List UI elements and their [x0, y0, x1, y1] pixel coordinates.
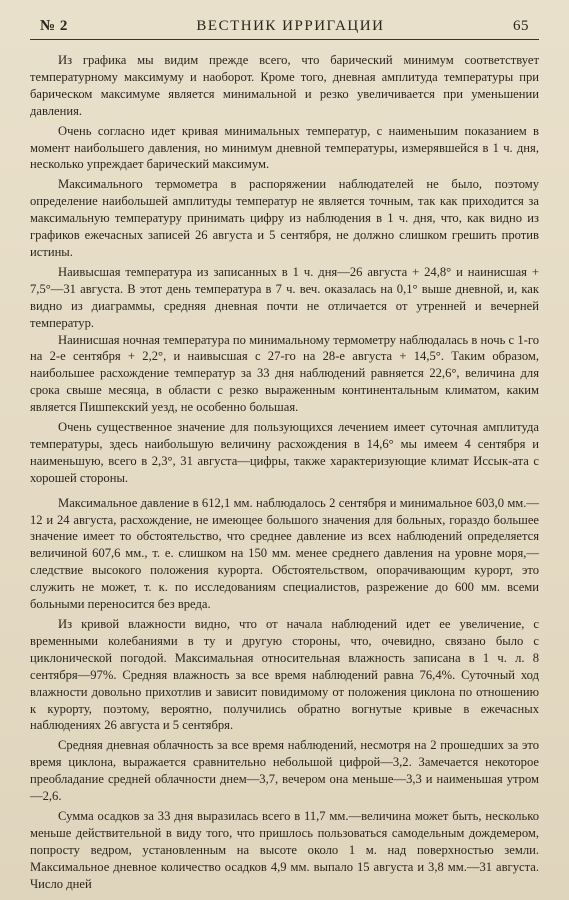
- paragraph: Очень существенное значение для пользующихся лечением имеет суточная амплитуда температуры, здесь наибольшую величину расхождения в 14,6° мы имеем 4 сентября и наименьшую, всего в 2,3°, 31 августа—цифры, также характеризующие климат Иссык-ата с хорошей стороны.: [30, 420, 539, 485]
- running-header: [30, 18, 539, 40]
- paragraph: Очень согласно идет кривая минимальных температур, с наименьшим показанием в момент наибольшего давления, но минимум дневной температуры, измерявшейся в 1 ч. дня, несколько упреждает барический максимум.: [30, 123, 539, 172]
- issue-number: № 2: [40, 18, 68, 34]
- paragraph: Максимальное давление в 612,1 мм. наблюдалось 2 сентября и минимальное 603,0 мм.—12 и 24 августа, расхождение, не имеющее большого значения для больных, гораздо большее значение имеет то обстоятельство, что среднее давление из всех наблюдений определяется величиной 607,6 мм., т. е. слишком на 150 мм. менее среднего давления на уровне моря,—следствие высокого положения курорта. Обстоятельством, опорачивающим курорт, это служить не может, т. к. по исследованиям специалистов, разрежение до 600 мм. всеми больными переносится без вреда.: [30, 495, 539, 612]
- paragraph: Из кривой влажности видно, что от начала наблюдений идет ее увеличение, с временными колебаниями в ту и другую стороны, что, очевидно, связано было с циклонической погодой. Максимальная относительная влажность записана в 1 ч. л. 8 сентября—97%. Средняя влажность за все время наблюдений равна 76,4%. Суточный ход влажности довольно прихотлив и зависит повидимому от положения циклона по отношению к курорту, поэтому, вероятно, получились обратно вогнутые кривые в ежечасных наблюдениях 26 августа и 5 сентября.: [30, 617, 539, 733]
- journal-title: ВЕСТНИК ИРРИГАЦИИ: [196, 18, 385, 34]
- paragraph: Максимального термометра в распоряжении наблюдателей не было, поэтому определение наибольшей амплитуды температур не является точным, так как приходится за максимальную температуру принимать цифру из наблюдения в 1 ч. дня, что, как видно из графиков ежечасных записей 26 августа и 5 сентября, не должно слишком грешить против истины.: [30, 177, 539, 259]
- page-number: 65: [513, 18, 529, 34]
- paragraph: Из графика мы видим прежде всего, что барический минимум соответствует температурному максимуму и наоборот. Кроме того, дневная амплитуда температуры при барическом максимуме является минимальной и резко увеличивается при уменьшении давления.: [30, 53, 539, 118]
- paragraph: Наинисшая ночная температура по минимальному термометру наблюдалась в ночь с 1-го на 2-е сентября + 2,2°, и наивысшая с 27-го на 28-е августа + 14,5°. Таким образом, наибольшее расхождение температур за 33 дня наблюдений равняется 22,6°, величина для срока свыше месяца, в области с резко выраженным континентальным климатом, каким является Пишпекский уезд, не особенно большая.: [30, 332, 539, 415]
- paragraph: Наивысшая температура из записанных в 1 ч. дня—26 августа + 24,8° и наинисшая + 7,5°—31 августа. В этот день температура в 7 ч. веч. оказалась на 0,1° выше дневной, и, как видно из диаграммы, средняя дневная почти не отличается от утренней и вечерней температур.: [30, 264, 539, 330]
- paragraph: Средняя дневная облачность за все время наблюдений, несмотря на 2 прошедших за это время циклона, выражается сравнительно небольшой цифрой—3,2. Замечается некоторое преобладание средней облачности днем—3,7, вечером она меньше—3,3 и наименьшая утром—2,6.: [30, 738, 539, 804]
- paragraph: Сумма осадков за 33 дня выразилась всего в 11,7 мм.—величина может быть, несколько меньше действительной в виду того, что пришлось пользоваться самодельным дождемером, попросту ведром, установленным на высоте около 1 м. над поверхностью земли. Максимальное дневное количество осадков 4,9 мм. выпало 15 августа и 3,8 мм.—31 августа. Число дней: [30, 808, 539, 891]
- article-body: [30, 52, 539, 893]
